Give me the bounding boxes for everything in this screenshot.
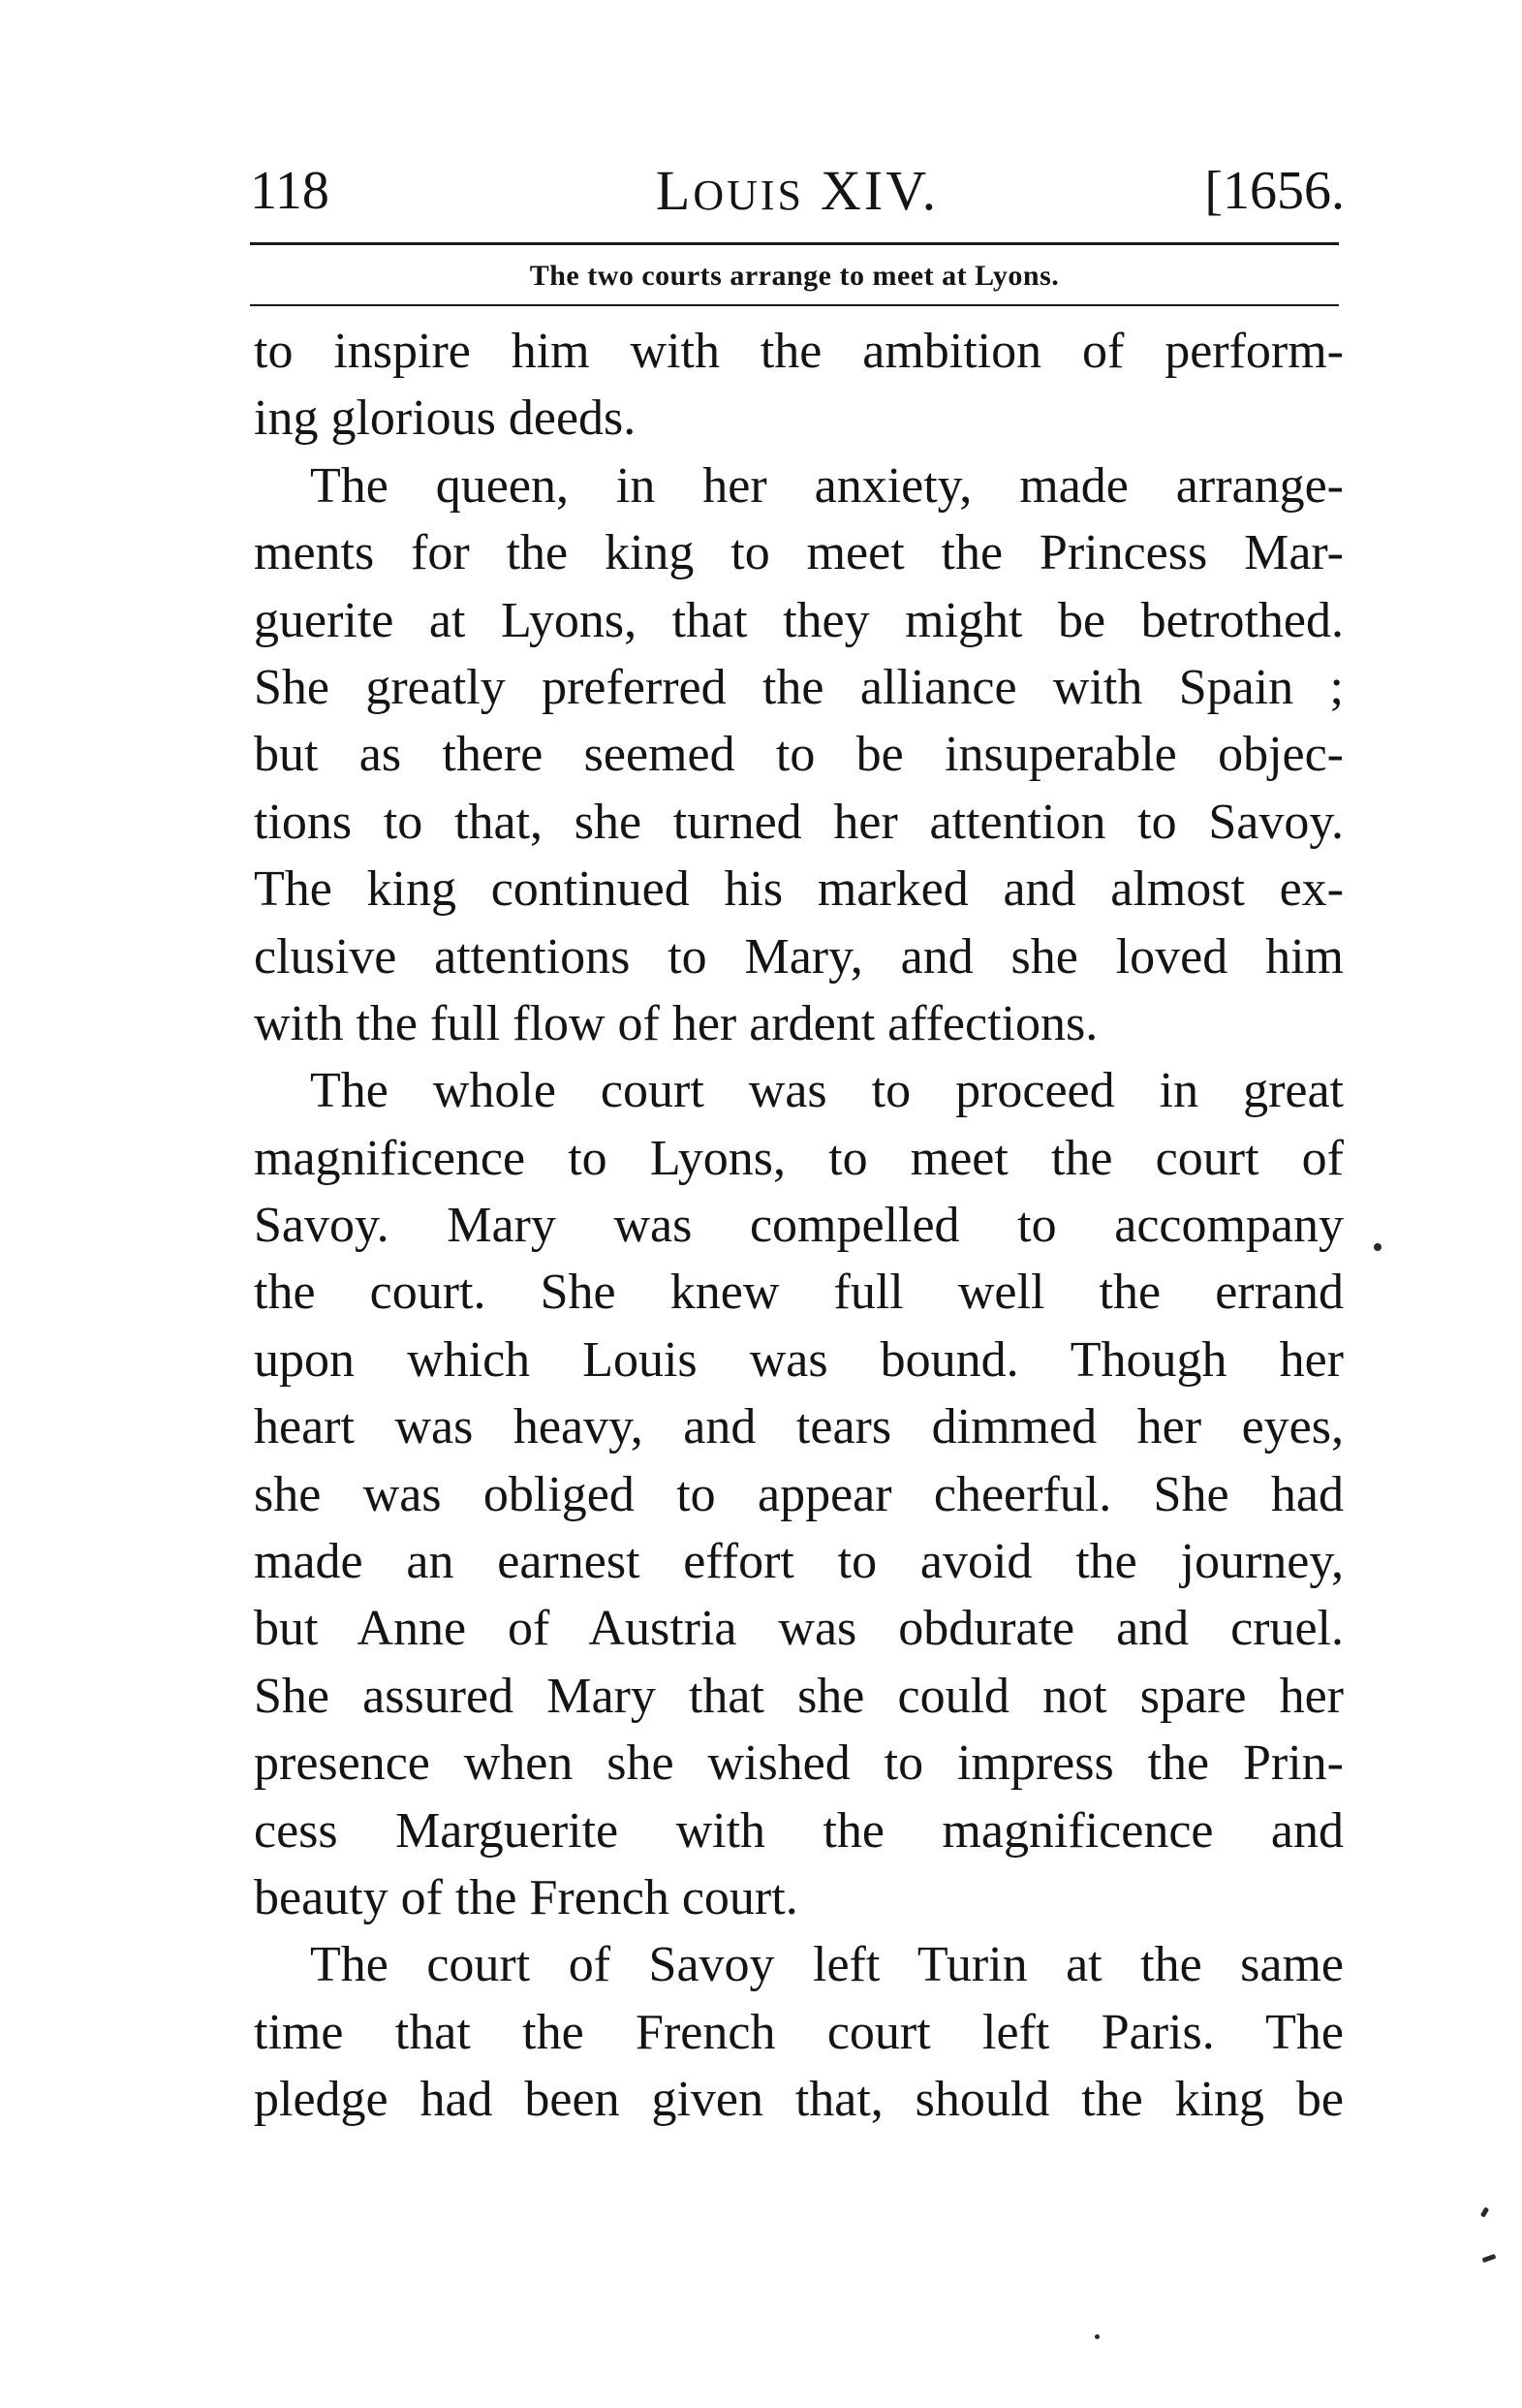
text-line: The queen, in her anxiety, made arrange- <box>310 457 1344 514</box>
running-head <box>250 147 1345 235</box>
scan-speck <box>1374 1243 1382 1251</box>
text-line: but as there seemed to be insuperable objec- <box>254 727 1344 783</box>
text-line: presence when she wished to impress the Prin- <box>254 1736 1344 1792</box>
text-line: beauty of the French court. <box>254 1869 798 1925</box>
text-line: to inspire him with the ambition of perform- <box>254 324 1344 379</box>
text-line: clusive attentions to Mary, and she loved him <box>254 928 1344 985</box>
text-line: the court. She knew full well the errand <box>254 1265 1344 1321</box>
book-title-small-caps: OUIS <box>693 172 804 219</box>
book-title-numeral: XIV. <box>821 159 940 222</box>
scan-speck <box>1480 2206 1489 2217</box>
text-line: with the full flow of her ardent affections. <box>254 995 1099 1051</box>
scan-speck <box>1095 2334 1100 2339</box>
header-rule-top <box>250 242 1339 245</box>
text-line: She assured Mary that she could not spare her <box>254 1668 1344 1724</box>
book-title <box>250 147 1345 239</box>
book-title-initial: L <box>655 159 694 222</box>
text-line: The whole court was to proceed in great <box>310 1063 1344 1119</box>
page-number: 118 <box>250 161 329 221</box>
text-line: time that the French court left Paris. The <box>254 2004 1344 2060</box>
year-marker: [1656. <box>1204 161 1345 221</box>
header-rule-bottom <box>250 304 1339 306</box>
text-line: magnificence to Lyons, to meet the court of <box>254 1130 1344 1186</box>
page-subheading: The two courts arrange to meet at Lyons. <box>529 260 1060 292</box>
text-line: The court of Savoy left Turin at the same <box>310 1937 1344 1993</box>
text-line: She greatly preferred the alliance with Spain ; <box>254 659 1344 715</box>
text-line: Savoy. Mary was compelled to accompany <box>254 1198 1344 1254</box>
scan-speck <box>1482 2254 1497 2263</box>
text-line: guerite at Lyons, that they might be betrothed. <box>254 592 1344 648</box>
body-text <box>254 318 1344 2134</box>
text-line: tions to that, she turned her attention to Savoy. <box>254 794 1344 850</box>
text-line: The king continued his marked and almost ex- <box>254 861 1344 918</box>
text-line: ments for the king to meet the Princess Mar- <box>254 525 1344 581</box>
text-line: she was obliged to appear cheerful. She had <box>254 1466 1344 1522</box>
text-line: upon which Louis was bound. Though her <box>254 1331 1344 1388</box>
text-line: ing glorious deeds. <box>254 391 637 447</box>
text-line: made an earnest effort to avoid the journey, <box>254 1534 1344 1590</box>
text-line: pledge had been given that, should the king be <box>254 2072 1344 2128</box>
text-line: heart was heavy, and tears dimmed her eyes, <box>254 1399 1344 1455</box>
text-line: but Anne of Austria was obdurate and cruel. <box>254 1601 1344 1657</box>
text-line: cess Marguerite with the magnificence and <box>254 1802 1344 1859</box>
